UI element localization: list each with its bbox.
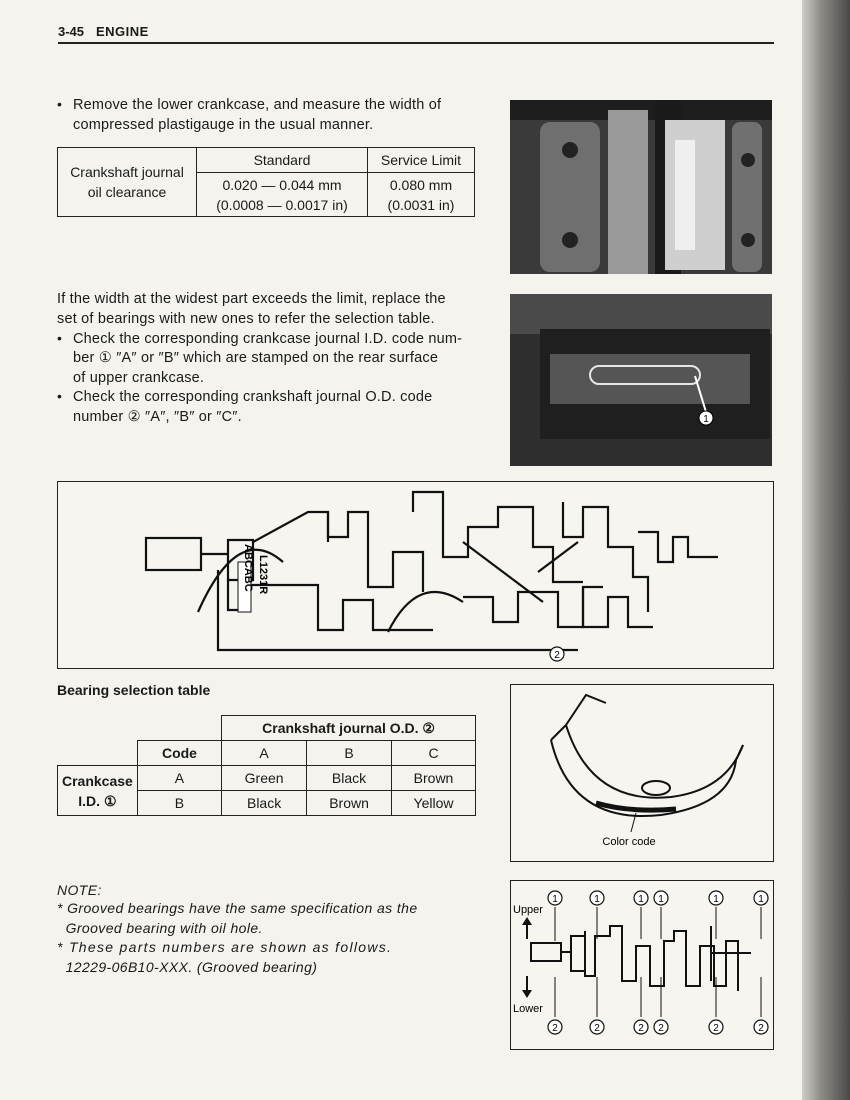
row-b-val-b: Brown (307, 791, 392, 816)
bullet1-line-2: ber ① ″A″ or ″B″ which are stamped on the rear surface (73, 350, 439, 366)
note-line-3: * These parts numbers are shown as follows. (57, 939, 393, 955)
od-header: Crankshaft journal O.D. ② (222, 716, 476, 741)
bearing-color-diagram (510, 684, 774, 862)
upper-callout: 1 (594, 894, 600, 905)
stamp-right: L1231R (257, 555, 269, 595)
plastigauge-photo-art (510, 100, 772, 274)
stamp-left: ABCABC (242, 544, 254, 592)
crankcase-id-label (58, 766, 138, 816)
row-b-code: B (137, 791, 221, 816)
crankcase-code-photo (510, 294, 772, 466)
row-b-val-a: Black (222, 791, 307, 816)
intro-line-1: Remove the lower crankcase, and measure the width of (73, 97, 442, 113)
lower-callout: 2 (713, 1023, 719, 1034)
bearing-position-diagram (510, 880, 774, 1050)
od-code-a: A (222, 741, 307, 766)
crankcase-code-photo-art (510, 294, 772, 466)
bullet-dot: • (57, 330, 62, 346)
standard-header: Standard (197, 148, 368, 173)
bearing-shell-art (511, 685, 773, 861)
lower-callout: 2 (552, 1023, 558, 1034)
upper-label: Upper (513, 904, 543, 916)
upper-callout: 1 (713, 894, 719, 905)
oil-clearance-table (57, 147, 475, 217)
row-a-code: A (137, 766, 221, 791)
bearing-position-art (511, 881, 773, 1049)
spec-row-label (58, 148, 197, 217)
bearing-selection-table (57, 715, 476, 816)
body-line-1: If the width at the widest part exceeds the limit, replace the (57, 291, 446, 307)
plastigauge-photo (510, 100, 772, 274)
note-line-2: Grooved bearing with oil hole. (57, 920, 263, 936)
standard-mm: 0.020 — 0.044 mm (222, 176, 342, 193)
upper-callout: 1 (658, 894, 664, 905)
section-title: ENGINE (96, 24, 149, 39)
upper-callout: 1 (638, 894, 644, 905)
lower-callout: 2 (658, 1023, 664, 1034)
row-a-val-c: Brown (392, 766, 476, 791)
crankcase-label-1: Crankcase (61, 772, 133, 789)
page-binding-edge (802, 0, 850, 1100)
bullet-dot: • (57, 96, 62, 112)
bullet-dot: • (57, 388, 62, 404)
note-title: NOTE: (57, 882, 102, 898)
row-b-val-c: Yellow (392, 791, 476, 816)
note-line-1: * Grooved bearings have the same specification as the (57, 900, 418, 916)
crankcase-label-2: I.D. ① (78, 792, 117, 809)
od-code-c: C (392, 741, 476, 766)
bullet2-line-1: Check the corresponding crankshaft journal O.D. code (73, 389, 433, 405)
limit-header: Service Limit (368, 148, 475, 173)
color-code-label: Color code (602, 836, 656, 848)
row-a-val-b: Black (307, 766, 392, 791)
selection-title: Bearing selection table (57, 682, 211, 698)
photo2-callout: 1 (703, 414, 709, 425)
crankshaft-diagram-art (58, 482, 773, 668)
lower-callout: 2 (594, 1023, 600, 1034)
bullet1-line-1: Check the corresponding crankcase journal I.D. code num- (73, 331, 463, 347)
lower-callout: 2 (758, 1023, 764, 1034)
limit-mm: 0.080 mm (389, 176, 453, 193)
spec-row-label-1: Crankshaft journal (70, 164, 184, 180)
bullet1-line-3: of upper crankcase. (73, 370, 205, 386)
upper-callout: 1 (758, 894, 764, 905)
lower-callout: 2 (638, 1023, 644, 1034)
standard-value (197, 173, 368, 217)
diagram-callout-2: 2 (554, 650, 560, 661)
intro-line-2: compressed plastigauge in the usual manner. (73, 117, 374, 133)
limit-value (368, 173, 475, 217)
lower-label: Lower (513, 1003, 543, 1015)
od-code-b: B (307, 741, 392, 766)
note-line-4: 12229-06B10-XXX. (Grooved bearing) (57, 959, 318, 975)
standard-in: (0.0008 — 0.0017 in) (216, 196, 348, 213)
page-number: 3-45 (58, 24, 85, 39)
row-a-val-a: Green (222, 766, 307, 791)
code-header: Code (137, 741, 221, 766)
body-line-2: set of bearings with new ones to refer the selection table. (57, 311, 435, 327)
spec-row-label-2: oil clearance (87, 184, 167, 200)
crankshaft-diagram (57, 481, 774, 669)
bullet2-line-2: number ② ″A″, ″B″ or ″C″. (73, 409, 242, 425)
page-header (58, 22, 774, 44)
upper-callout: 1 (552, 894, 558, 905)
limit-in: (0.0031 in) (387, 196, 455, 213)
